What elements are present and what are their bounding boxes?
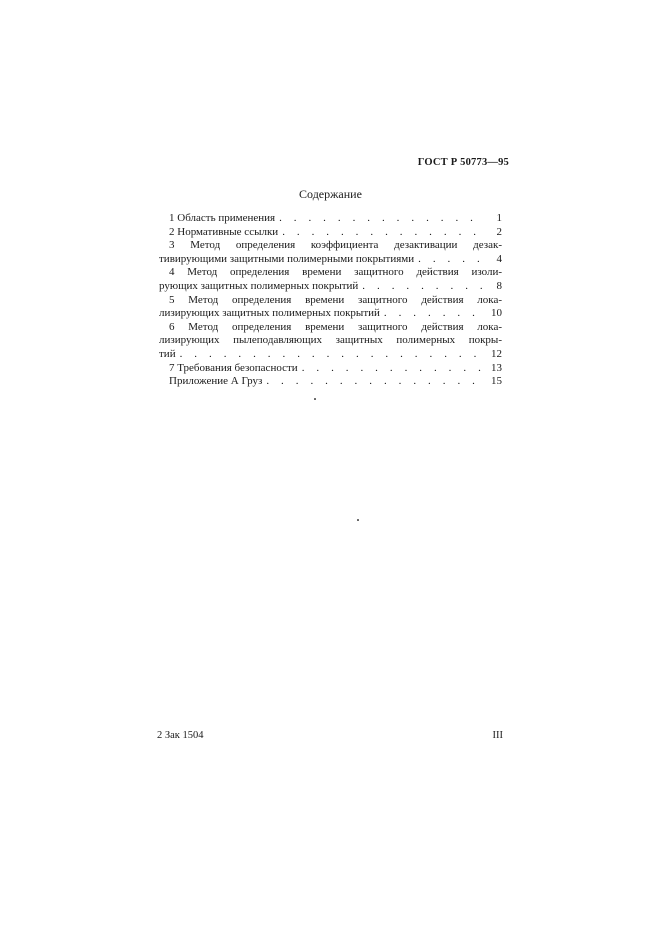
- toc-page-number: 4: [496, 252, 502, 265]
- toc-leader-dots: [176, 348, 484, 362]
- toc-entry-label: 2 Нормативные ссылки: [169, 225, 279, 238]
- toc-entry-localizing-method[interactable]: [159, 294, 502, 321]
- toc-page-number: 2: [496, 225, 502, 238]
- footer-page-number: III: [492, 730, 503, 741]
- toc-entry-label: 3 Метод определения коэффициента дезактивации дезак-: [169, 239, 502, 252]
- toc-entry-label: 4 Метод определения времени защитного действия изоли-: [169, 266, 502, 279]
- toc-entry-dust-suppressing-method[interactable]: [159, 321, 502, 362]
- scan-speck: [357, 519, 359, 521]
- footer-print-info: 2 Зак 1504: [157, 730, 204, 741]
- toc-leader-dots: [380, 307, 484, 321]
- table-of-contents: [159, 212, 502, 389]
- toc-entry-label: 5 Метод определения времени защитного действия лока-: [169, 293, 502, 306]
- toc-title: Содержание: [299, 187, 362, 201]
- toc-entry-label-continued: лизирующих пылеподавляющих защитных полимерных покры-: [159, 334, 502, 347]
- toc-leader-dots: [275, 212, 484, 226]
- toc-page-number: 10: [491, 307, 502, 320]
- toc-entry-decontamination-method[interactable]: [159, 239, 502, 266]
- toc-entry-isolating-method[interactable]: [159, 266, 502, 293]
- toc-leader-dots: [358, 280, 484, 294]
- toc-entry-label-continued: тивирующими защитными полимерными покрытиями: [159, 252, 415, 265]
- scan-speck: [314, 398, 316, 400]
- toc-entry-label: 7 Требования безопасности: [169, 361, 298, 374]
- toc-leader-dots: [298, 362, 484, 376]
- toc-entry-label-continued: тий: [159, 347, 176, 360]
- toc-entry-label: 1 Область применения: [169, 212, 276, 224]
- toc-leader-dots: [262, 375, 484, 389]
- toc-leader-dots: [278, 226, 484, 240]
- toc-entry-label-continued: лизирующих защитных полимерных покрытий: [159, 307, 380, 320]
- toc-page-number: 12: [491, 347, 502, 360]
- toc-page-number: 8: [496, 279, 502, 292]
- toc-entry-normative-references[interactable]: [159, 226, 502, 240]
- toc-entry-scope[interactable]: [159, 212, 502, 226]
- toc-page-number: 13: [491, 361, 502, 374]
- toc-page-number: 15: [491, 375, 502, 388]
- toc-leader-dots: [414, 253, 484, 267]
- toc-entry-appendix-a[interactable]: [159, 375, 502, 389]
- toc-entry-label: 6 Метод определения времени защитного действия лока-: [169, 320, 502, 333]
- toc-entry-label: Приложение А Груз: [169, 375, 263, 388]
- document-code: ГОСТ Р 50773—95: [417, 157, 509, 168]
- toc-entry-label-continued: рующих защитных полимерных покрытий: [159, 279, 359, 292]
- toc-entry-safety-requirements[interactable]: [159, 362, 502, 376]
- toc-page-number: 1: [496, 212, 502, 224]
